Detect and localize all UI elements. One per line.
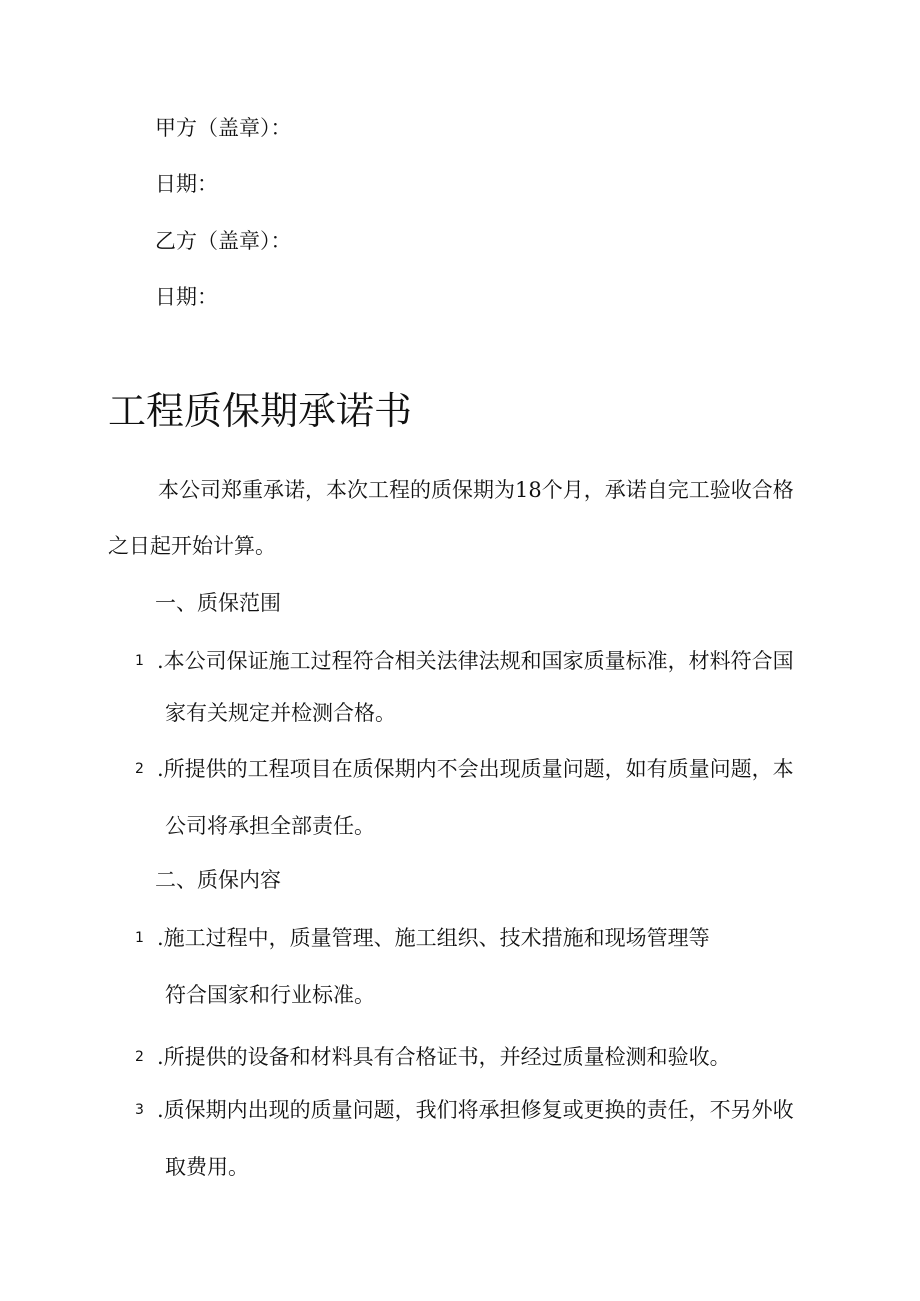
section-2-item-2-number: 2 xyxy=(135,1049,144,1065)
section-2-item-1-line-2: 符合国家和行业标准。 xyxy=(165,983,375,1007)
section-2-item-3-line-2: 取费用。 xyxy=(165,1155,249,1179)
section-1-item-1-line-1: .本公司保证施工过程符合相关法律法规和国家质量标准，材料符合国 xyxy=(157,649,794,673)
section-1-item-1-number: 1 xyxy=(135,653,144,669)
section-2-item-3-line-1: .质保期内出现的质量问题，我们将承担修复或更换的责任，不另外收 xyxy=(157,1098,794,1122)
section-1-heading: 一、质保范围 xyxy=(155,591,281,615)
section-2-item-1-number: 1 xyxy=(135,930,144,946)
party-a-seal-label: 甲方（盖章）： xyxy=(155,116,292,140)
section-2-item-2-line-1: .所提供的设备和材料具有合格证书，并经过质量检测和验收。 xyxy=(157,1045,731,1069)
intro-line-1: 本公司郑重承诺，本次工程的质保期为18个月，承诺自完工验收合格 xyxy=(158,478,794,502)
document-title: 工程质保期承诺书 xyxy=(108,389,413,433)
section-1-item-1-line-2: 家有关规定并检测合格。 xyxy=(165,701,396,725)
section-1-item-2-line-2: 公司将承担全部责任。 xyxy=(165,814,375,838)
section-1-item-2-number: 2 xyxy=(135,761,144,777)
section-2-heading: 二、质保内容 xyxy=(155,868,281,892)
section-2-item-3-number: 3 xyxy=(135,1102,144,1118)
party-b-seal-label: 乙方（盖章）： xyxy=(155,229,292,253)
section-1-item-2-line-1: .所提供的工程项目在质保期内不会出现质量问题，如有质量问题，本 xyxy=(157,757,794,781)
date-a-label: 日期： xyxy=(155,172,218,196)
intro-line-2: 之日起开始计算。 xyxy=(108,534,276,558)
section-2-item-1-line-1: .施工过程中，质量管理、施工组织、技术措施和现场管理等 xyxy=(157,926,710,950)
date-b-label: 日期： xyxy=(155,285,218,309)
